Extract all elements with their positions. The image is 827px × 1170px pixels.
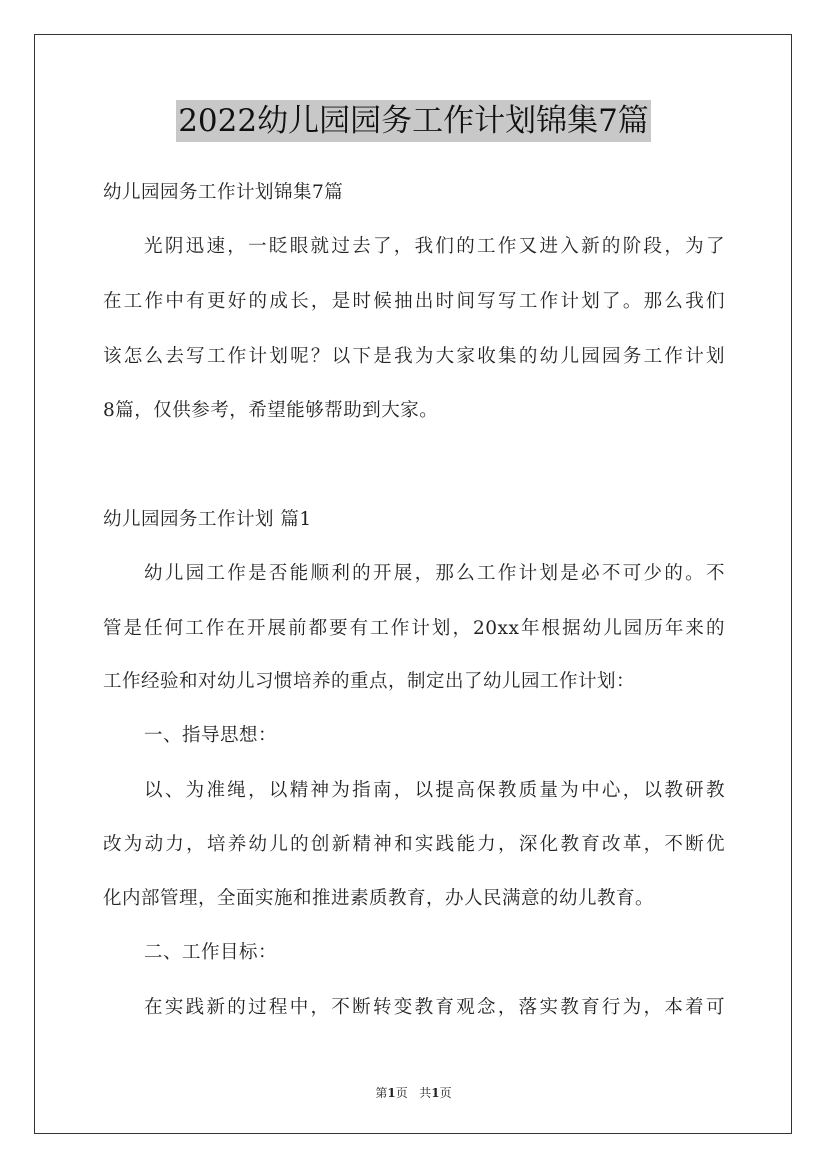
document-subtitle: 幼儿园园务工作计划锦集7篇 <box>103 182 344 203</box>
heading-guiding-thought: 一、指导思想： <box>144 725 278 746</box>
section1-line-2: 管是任何工作在开展前都要有工作计划，20xx年根据幼儿园历年来的 <box>103 618 725 639</box>
section1-heading: 幼儿园园务工作计划 篇1 <box>103 509 312 530</box>
footer-total-suffix: 页 <box>439 1086 452 1100</box>
intro-line-1: 光阴迅速，一眨眼就过去了，我们的工作又进入新的阶段，为了 <box>144 236 725 257</box>
footer-page-suffix: 页 <box>395 1086 408 1100</box>
guide-line-1: 以、为准绳，以精神为指南，以提高保教质量为中心，以教研教 <box>144 780 725 801</box>
page-footer <box>0 1084 827 1101</box>
section1-line-3: 工作经验和对幼儿习惯培养的重点，制定出了幼儿园工作计划： <box>103 671 636 692</box>
intro-line-4: 8篇，仅供参考，希望能够帮助到大家。 <box>103 400 439 421</box>
footer-total-number: 1 <box>431 1086 440 1100</box>
document-title: 2022幼儿园园务工作计划锦集7篇 <box>176 100 651 142</box>
title-container <box>0 100 827 142</box>
footer-total-prefix: 共 <box>419 1086 432 1100</box>
footer-page-prefix: 第 <box>375 1086 388 1100</box>
goal-line-1: 在实践新的过程中，不断转变教育观念，落实教育行为，本着可 <box>144 997 725 1018</box>
intro-line-2: 在工作中有更好的成长，是时候抽出时间写写工作计划了。那么我们 <box>103 291 725 312</box>
guide-line-3: 化内部管理，全面实施和推进素质教育，办人民满意的幼儿教育。 <box>103 888 655 909</box>
heading-work-goals: 二、工作目标： <box>144 942 278 963</box>
footer-page-number: 1 <box>387 1086 396 1100</box>
intro-line-3: 该怎么去写工作计划呢？以下是我为大家收集的幼儿园园务工作计划 <box>103 346 725 367</box>
guide-line-2: 改为动力，培养幼儿的创新精神和实践能力，深化教育改革，不断优 <box>103 834 725 855</box>
section1-line-1: 幼儿园工作是否能顺利的开展，那么工作计划是必不可少的。不 <box>144 563 725 584</box>
